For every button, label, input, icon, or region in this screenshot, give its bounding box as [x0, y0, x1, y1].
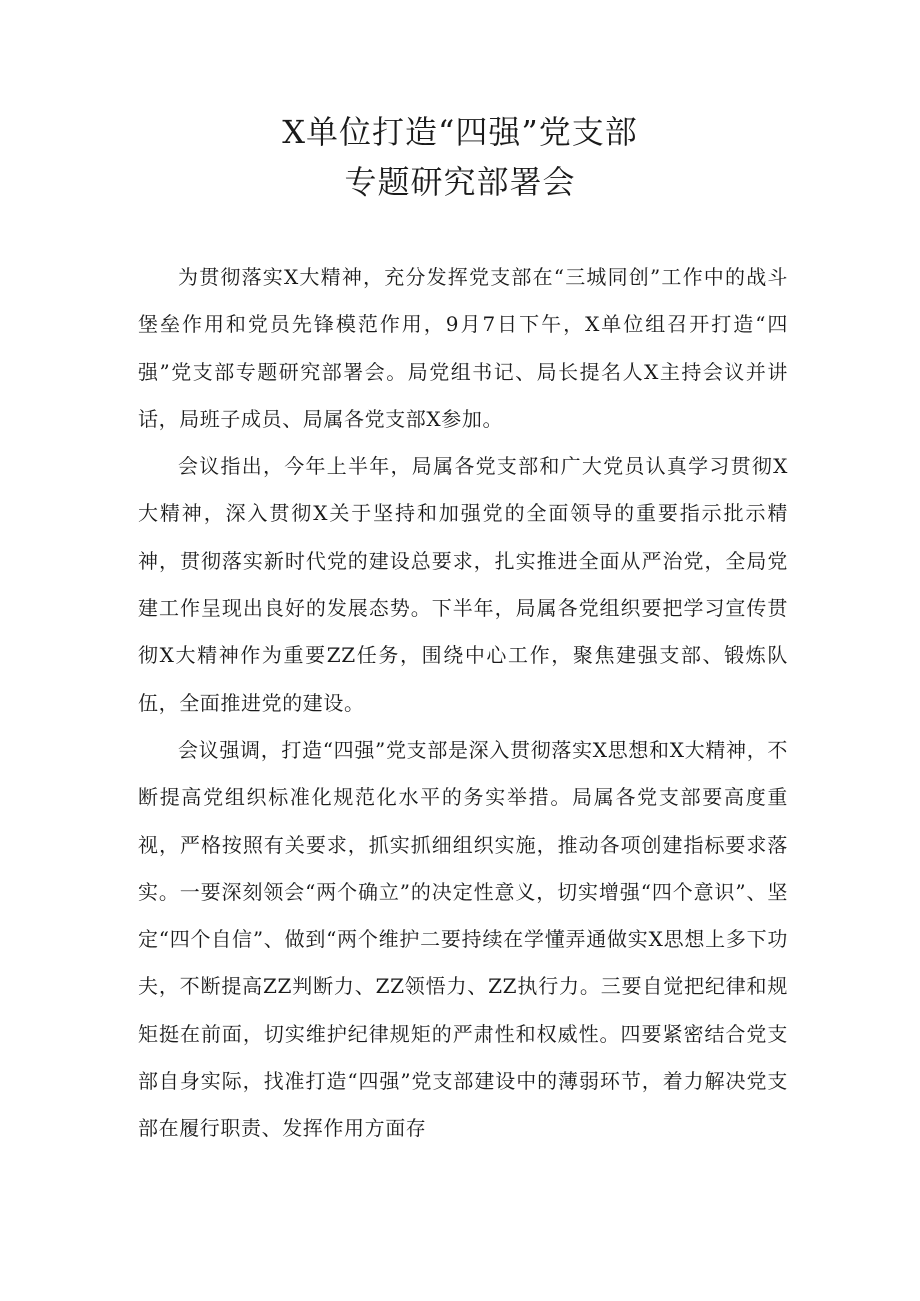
- document-title-line-2: 专题研究部署会: [344, 163, 576, 201]
- document-body: [138, 254, 788, 1153]
- paragraph-2: 会议指出，今年上半年，局属各党支部和广大党员认真学习贯彻X大精神，深入贯彻X关于坚持和加强党的全面领导的重要指示批示精神，贯彻落实新时代党的建设总要求，扎实推进全面从严治党，全局党建工作呈现出良好的发展态势。下半年，局属各党组织要把学习宣传贯彻X大精神作为重要ZZ任务，围绕中心工作，聚焦建强支部、锻炼队伍，全面推进党的建设。: [138, 454, 788, 715]
- paragraph-1: 为贯彻落实X大精神，充分发挥党支部在“三城同创”工作中的战斗堡垒作用和党员先锋模范作用，9月7日下午，X单位组召开打造“四强”党支部专题研究部署会。局党组书记、局长提名人X主持会议并讲话，局班子成员、局属各党支部X参加。: [138, 265, 788, 431]
- document-title-line-1: X单位打造“四强”党支部: [282, 113, 638, 151]
- paragraph-3: 会议强调，打造“四强”党支部是深入贯彻落实X思想和X大精神，不断提高党组织标准化规范化水平的务实举措。局属各党支部要高度重视，严格按照有关要求，抓实抓细组织实施，推动各项创建指标要求落实。一要深刻领会“两个确立”的决定性意义，切实增强“四个意识”、坚定“四个自信”、做到“两个维护二要持续在学懂弄通做实X思想上多下功夫，不断提高ZZ判断力、ZZ领悟力、ZZ执行力。三要自觉把纪律和规矩挺在前面，切实维护纪律规矩的严肃性和权威性。四要紧密结合党支部自身实际，找准打造“四强”党支部建设中的薄弱环节，着力解决党支部在履行职责、发挥作用方面存: [138, 737, 788, 1141]
